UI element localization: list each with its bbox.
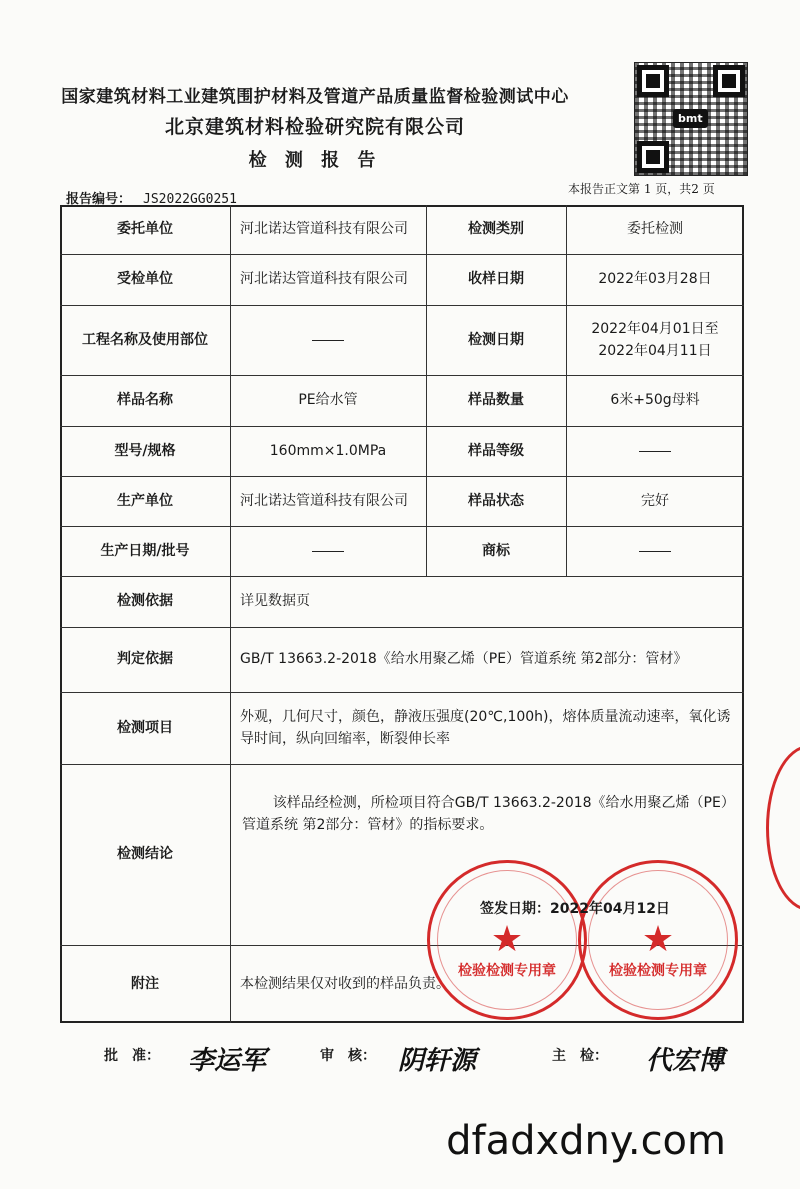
grade-value [566, 426, 744, 476]
report-number-value: JS2022GG0251 [143, 192, 237, 207]
sample-qty-label: 样品数量 [468, 392, 524, 409]
test-date-value: 2022年04月01日至2022年04月11日 [591, 320, 719, 359]
approve-label: 批 准： [104, 1048, 160, 1064]
brand-label: 商标 [482, 542, 510, 559]
sample-state-label: 样品状态 [468, 492, 524, 509]
inspected-unit-label: 受检单位 [117, 271, 173, 288]
receipt-date-value: 2022年03月28日 [598, 271, 712, 288]
qr-code-icon[interactable] [634, 62, 748, 176]
inspected-unit-value: 河北诺达管道科技有限公司 [240, 271, 408, 288]
institute-name: 国家建筑材料工业建筑围护材料及管道产品质量监督检验测试中心 [61, 87, 569, 107]
sample-name-label: 样品名称 [117, 392, 173, 409]
production-date-value [230, 526, 426, 576]
seal-text: 检验检测专用章 [458, 963, 556, 980]
sample-qty-value: 6米+50g母料 [610, 392, 700, 409]
test-items-value: 外观，几何尺寸，颜色，静液压强度(20℃,100h)，熔体质量流动速率，氧化诱导时间，纵向回缩率，断裂伸长率 [240, 708, 731, 747]
edge-seal-fragment [766, 745, 800, 911]
qr-finder-icon [637, 141, 669, 173]
website-watermark: dfadxdny.com [446, 1118, 726, 1164]
brand-value [566, 526, 744, 576]
document-title: 检 测 报 告 [248, 150, 382, 171]
qr-finder-icon [713, 65, 745, 97]
company-name: 北京建筑材料检验研究院有限公司 [164, 116, 465, 138]
test-date-label: 检测日期 [468, 331, 524, 348]
judgement-basis-value: GB/T 13663.2-2018《给水用聚乙烯（PE）管道系统 第2部分：管材》 [240, 651, 688, 668]
empty-dash [312, 340, 344, 341]
test-type-value: 委托检测 [627, 221, 683, 238]
seal-text: 检验检测专用章 [609, 963, 707, 980]
test-basis-label: 检测依据 [117, 593, 173, 610]
bmt-logo: bmt [673, 109, 708, 128]
test-items-label: 检测项目 [117, 719, 173, 736]
model-value: 160mm×1.0MPa [269, 442, 387, 459]
red-star-icon: ★ [641, 918, 675, 960]
test-basis-value: 详见数据页 [240, 593, 310, 610]
review-signature: 阴轩源 [398, 1046, 477, 1076]
main-inspector-signature: 代宏博 [646, 1046, 725, 1076]
empty-dash [639, 551, 671, 552]
grade-label: 样品等级 [468, 442, 524, 459]
approve-signature: 李运军 [188, 1046, 267, 1076]
conclusion-label: 检测结论 [117, 846, 173, 863]
client-label: 委托单位 [117, 221, 173, 238]
judgement-basis-label: 判定依据 [117, 651, 173, 668]
receipt-date-label: 收样日期 [468, 271, 524, 288]
report-number-label: 报告编号： [66, 192, 132, 207]
project-label: 工程名称及使用部位 [82, 331, 208, 348]
main-inspector-label: 主 检： [552, 1048, 608, 1064]
producer-value: 河北诺达管道科技有限公司 [240, 492, 408, 509]
empty-dash [312, 551, 344, 552]
qr-finder-icon [637, 65, 669, 97]
note-value: 本检测结果仅对收到的样品负责。 [240, 975, 450, 992]
production-date-label: 生产日期/批号 [100, 542, 190, 559]
sample-name-value: PE给水管 [298, 392, 358, 409]
producer-label: 生产单位 [117, 492, 173, 509]
client-value: 河北诺达管道科技有限公司 [240, 221, 408, 238]
conclusion-text: 该样品经检测，所检项目符合GB/T 13663.2-2018《给水用聚乙烯（PE）管道系统 第2部分：管材》的指标要求。 [242, 795, 728, 834]
sign-date: 签发日期：2022年04月12日 [480, 901, 670, 917]
test-type-label: 检测类别 [468, 221, 524, 238]
sample-state-value: 完好 [641, 492, 669, 509]
empty-dash [639, 451, 671, 452]
page-info: 本报告正文第 1 页，共2 页 [568, 182, 715, 196]
review-label: 审 核： [320, 1048, 376, 1064]
model-label: 型号/规格 [114, 442, 176, 459]
note-label: 附注 [131, 975, 159, 992]
project-value [230, 305, 426, 375]
red-star-icon: ★ [490, 918, 524, 960]
